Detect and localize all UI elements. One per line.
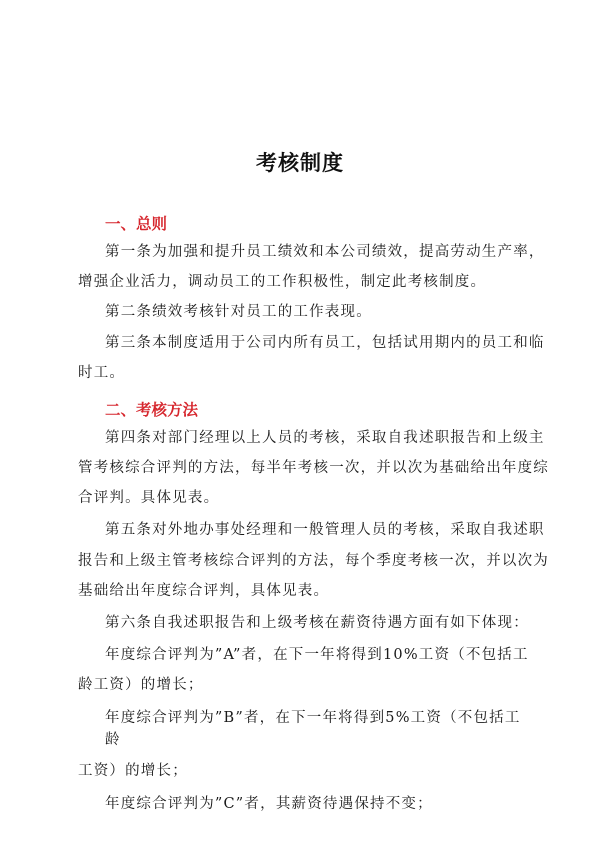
paragraph-line: 合评判。具体见表。 xyxy=(78,490,220,506)
paragraph-line: 年度综合评判为”A”者，在下一年将得到10%工资（不包括工 xyxy=(105,647,529,663)
paragraph-line: 龄 xyxy=(105,732,121,748)
paragraph-line: 年度综合评判为”C”者，其薪资待遇保持不变； xyxy=(105,796,433,812)
paragraph-line: 第四条对部门经理以上人员的考核，采取自我述职报告和上级主 xyxy=(105,430,545,446)
paragraph-line: 第六条自我述职报告和上级考核在薪资待遇方面有如下体现： xyxy=(105,615,529,631)
paragraph-line: 第五条对外地办事处经理和一般管理人员的考核，采取自我述职 xyxy=(105,522,545,538)
paragraph-line: 管考核综合评判的方法，每半年考核一次，并以次为基础给出年度综 xyxy=(78,460,549,476)
paragraph-line: 基础给出年度综合评判，具体见表。 xyxy=(78,583,330,599)
section-heading-method: 二、考核方法 xyxy=(105,401,199,419)
paragraph-line: 年度综合评判为”B”者，在下一年将得到5%工资（不包括工 xyxy=(105,710,521,726)
section-heading-general: 一、总则 xyxy=(105,215,168,233)
document-title: 考核制度 xyxy=(256,151,344,175)
paragraph-line: 第三条本制度适用于公司内所有员工，包括试用期内的员工和临 xyxy=(105,335,545,351)
paragraph-line: 第二条绩效考核针对员工的工作表现。 xyxy=(105,304,372,320)
paragraph-line: 时工。 xyxy=(78,365,126,381)
paragraph-line: 龄工资）的增长； xyxy=(78,677,204,693)
paragraph-line: 报告和上级主管考核综合评判的方法，每个季度考核一次，并以次为 xyxy=(78,553,549,569)
paragraph-line: 第一条为加强和提升员工绩效和本公司绩效，提高劳动生产率， xyxy=(105,244,545,260)
paragraph-line: 工资）的增长； xyxy=(78,763,188,779)
paragraph-line: 增强企业活力，调动员工的工作积极性，制定此考核制度。 xyxy=(78,274,487,290)
